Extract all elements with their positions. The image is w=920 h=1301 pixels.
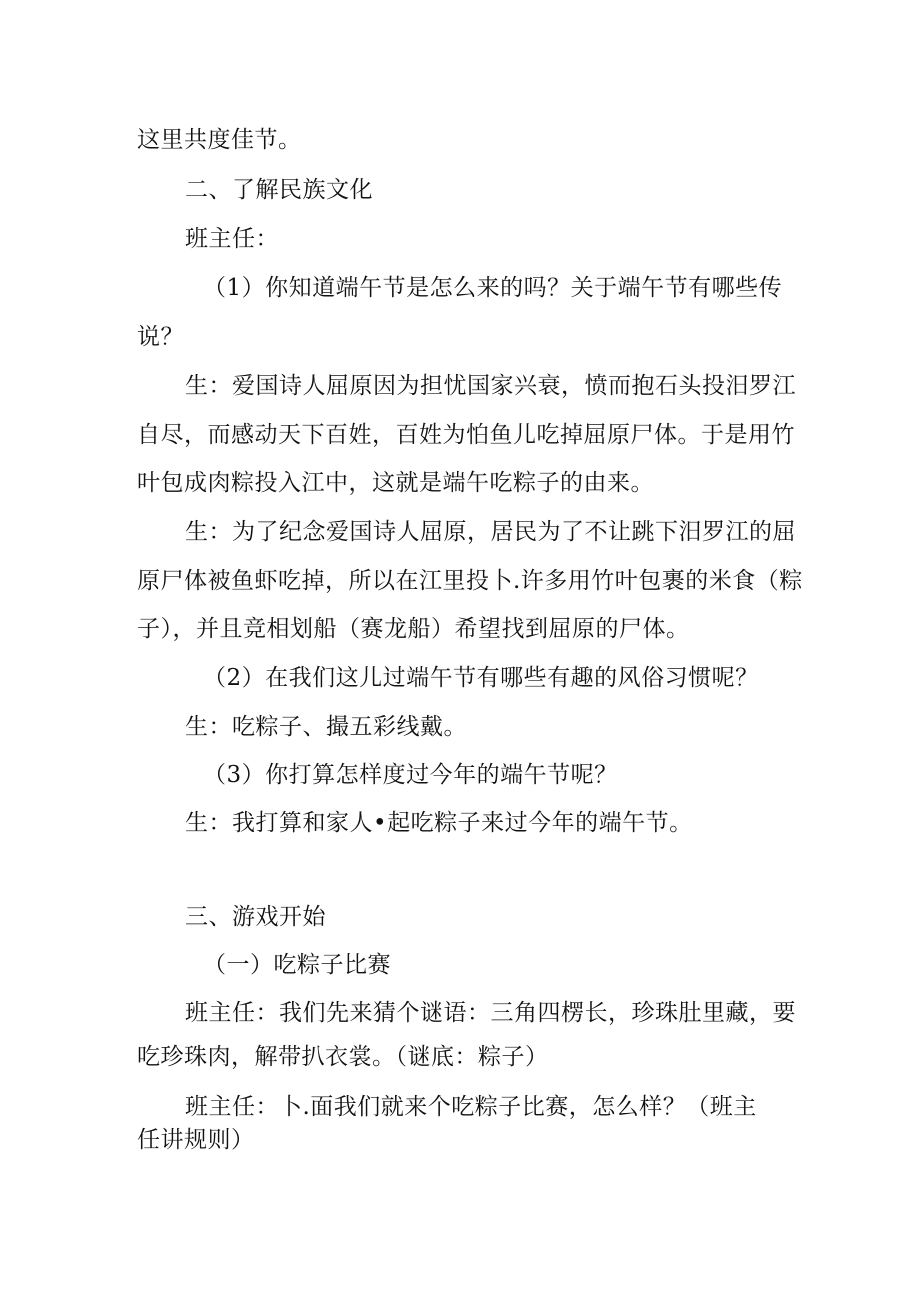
question-line: （2）在我们这儿过端午节有哪些有趣的风俗习惯呢？ — [203, 665, 759, 691]
subsection-heading: （一）吃粽子比赛 — [203, 952, 391, 978]
text-line: 原尸体被鱼虾吃掉，所以在江里投卜.许多用竹叶包裹的米食（粽 — [137, 568, 803, 594]
answer-line: 生：我打算和家人•起吃粽子来过今年的端午节。 — [185, 810, 693, 836]
text-line: 任讲规则） — [137, 1127, 255, 1153]
answer-line: 生：为了纪念爱国诗人屈原，居民为了不让跳下汨罗江的屈 — [185, 519, 796, 545]
answer-line: 生：吃粽子、撮五彩线戴。 — [185, 714, 467, 740]
text-line: 这里共度佳节。 — [137, 127, 302, 153]
question-line: （3）你打算怎样度过今年的端午节呢？ — [203, 762, 618, 788]
text-line: 叶包成肉粽投入江中，这就是端午吃粽子的由来。 — [137, 470, 654, 496]
text-line: 自尽，而感动天下百姓，百姓为怕鱼儿吃掉屈原尸体。于是用竹 — [137, 422, 795, 448]
speaker-label: 班主任： — [185, 226, 279, 252]
section-heading: 二、了解民族文化 — [185, 177, 373, 203]
text-line: 吃珍珠肉，解带扒衣裳。（谜底：粽子） — [137, 1044, 549, 1070]
question-line: （1）你知道端午节是怎么来的吗？关于端午节有哪些传 — [203, 275, 783, 301]
text-line: 班主任：卜.面我们就来个吃粽子比赛，怎么样？（班主 — [185, 1094, 757, 1120]
answer-line: 生：爱国诗人屈原因为担忧国家兴衰，愤而抱石头投汨罗江 — [185, 373, 796, 399]
text-line: 班主任：我们先来猜个谜语：三角四楞长，珍珠肚里藏，要 — [185, 1000, 796, 1026]
text-line: 子），并且竞相划船（赛龙船）希望找到屈原的尸体。 — [137, 616, 690, 642]
text-line: 说？ — [137, 324, 184, 350]
section-heading: 三、游戏开始 — [185, 904, 326, 930]
